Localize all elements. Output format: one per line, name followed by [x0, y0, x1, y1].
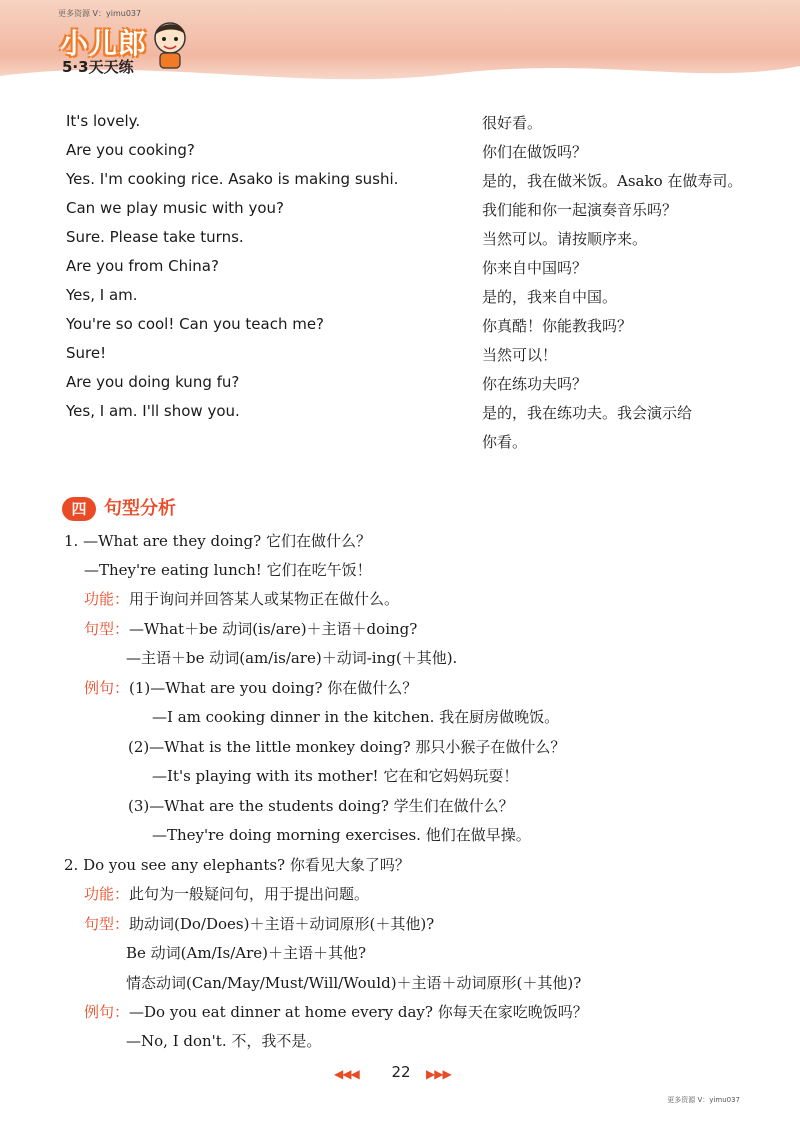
- dialogue-chinese: 是的，我在练功夫。我会演示给: [482, 404, 693, 422]
- page-footer: [0, 1063, 800, 1087]
- dialogue-english: Yes. I'm cooking rice. Asako is making sushi.: [66, 170, 399, 188]
- dialogue-chinese: 是的，我在做米饭。Asako 在做寿司。: [482, 172, 743, 190]
- pattern-label: 句型：: [84, 620, 130, 638]
- dialogue-row: [66, 199, 746, 228]
- function-label: 功能：: [84, 885, 130, 903]
- arrow-left-icon: ◀◀◀: [334, 1067, 359, 1081]
- dialogue-row: [66, 402, 746, 431]
- pattern-text-2: Be 动词(Am/Is/Are)＋主语＋其他?: [126, 944, 367, 962]
- dialogue-row: [66, 286, 746, 315]
- function-line: [84, 883, 369, 904]
- example-text: (1)—What are you doing? 你在做什么？: [129, 679, 418, 697]
- pattern-line: [84, 618, 417, 639]
- dialogue-row: [66, 257, 746, 286]
- example-answer: —They're doing morning exercises. 他们在做早操。: [152, 826, 531, 844]
- dialogue-english: Are you from China?: [66, 257, 219, 275]
- dialogue-english: You're so cool! Can you teach me?: [66, 315, 325, 333]
- function-text: 用于询问并回答某人或某物正在做什么。: [129, 590, 400, 608]
- dialogue-chinese: 你来自中国吗？: [482, 259, 588, 277]
- dialogue-chinese: 是的，我来自中国。: [482, 288, 618, 306]
- item-2-question: 2. Do you see any elephants? 你看见大象了吗？: [64, 856, 410, 874]
- dialogue-chinese: 我们能和你一起演奏音乐吗？: [482, 201, 678, 219]
- dialogue-row: [66, 315, 746, 344]
- example-question: (3)—What are the students doing? 学生们在做什么？: [128, 797, 514, 815]
- dialogue-chinese: 你真酷！你能教我吗？: [482, 317, 633, 335]
- section-title: 句型分析: [104, 498, 176, 519]
- function-line: [84, 588, 399, 609]
- item-1-answer: —They're eating lunch! 它们在吃午饭！: [84, 561, 372, 579]
- pattern-line: [84, 913, 434, 934]
- dialogue-row: [66, 170, 746, 199]
- example-text: —Do you eat dinner at home every day? 你每天在家吃晚饭吗？: [129, 1003, 588, 1021]
- pattern-text-3: 情态动词(Can/May/Must/Will/Would)＋主语＋动词原形(＋其他)?: [126, 974, 582, 992]
- logo-title: 小儿郎: [60, 27, 148, 60]
- dialogue-english: It's lovely.: [66, 112, 141, 130]
- pattern-text-2: —主语＋be 动词(am/is/are)＋动词-ing(＋其他).: [126, 649, 458, 667]
- example-label: 例句：: [84, 679, 130, 697]
- example-answer: —It's playing with its mother! 它在和它妈妈玩耍！: [152, 767, 519, 785]
- dialogue-chinese: 你们在做饭吗？: [482, 143, 588, 161]
- dialogue-chinese: 很好看。: [482, 114, 543, 132]
- dialogue-english: Sure!: [66, 344, 107, 362]
- dialogue-english: Are you cooking?: [66, 141, 195, 159]
- dialogue-row: [66, 344, 746, 373]
- dialogue-english: Sure. Please take turns.: [66, 228, 244, 246]
- pattern-label: 句型：: [84, 915, 130, 933]
- dialogue-row: [66, 228, 746, 257]
- example-label: 例句：: [84, 1003, 130, 1021]
- dialogue-chinese: 当然可以。请按顺序来。: [482, 230, 648, 248]
- function-label: 功能：: [84, 590, 130, 608]
- function-text: 此句为一般疑问句，用于提出问题。: [129, 885, 370, 903]
- pattern-text: —What＋be 动词(is/are)＋主语＋doing?: [129, 620, 418, 638]
- item-1-question: 1. —What are they doing? 它们在做什么？: [64, 532, 371, 550]
- dialogue-chinese: 你在练功夫吗？: [482, 375, 588, 393]
- dialogue-chinese: 你看。: [482, 433, 528, 451]
- dialogue-translation-list: [66, 112, 746, 460]
- dialogue-english: Can we play music with you?: [66, 199, 284, 217]
- dialogue-english: Yes, I am.: [66, 286, 138, 304]
- section-number-badge: 四: [62, 497, 96, 521]
- dialogue-row: [66, 141, 746, 170]
- dialogue-row: [66, 431, 746, 460]
- page-number: 22: [391, 1063, 411, 1081]
- watermark-text: 更多资源 V：yimu037: [667, 1096, 740, 1104]
- example-line: [84, 1001, 588, 1022]
- dialogue-english: Are you doing kung fu?: [66, 373, 240, 391]
- pattern-text: 助动词(Do/Does)＋主语＋动词原形(＋其他)?: [129, 915, 435, 933]
- dialogue-row: [66, 373, 746, 402]
- dialogue-chinese: 当然可以！: [482, 346, 558, 364]
- arrow-right-icon: ▶▶▶: [426, 1067, 451, 1081]
- dialogue-row: [66, 112, 746, 141]
- logo-caption: 更多资源 V：yimu037: [58, 9, 142, 18]
- example-answer: —I am cooking dinner in the kitchen. 我在厨房做晚饭。: [152, 708, 560, 726]
- dialogue-english: Yes, I am. I'll show you.: [66, 402, 240, 420]
- example-line: [84, 677, 417, 698]
- mascot-icon: [148, 18, 192, 70]
- example-answer: —No, I don't. 不，我不是。: [126, 1032, 322, 1050]
- example-question: (2)—What is the little monkey doing? 那只小猴子在做什么？: [128, 738, 566, 756]
- logo-subtitle: 5·3天天练: [62, 58, 134, 76]
